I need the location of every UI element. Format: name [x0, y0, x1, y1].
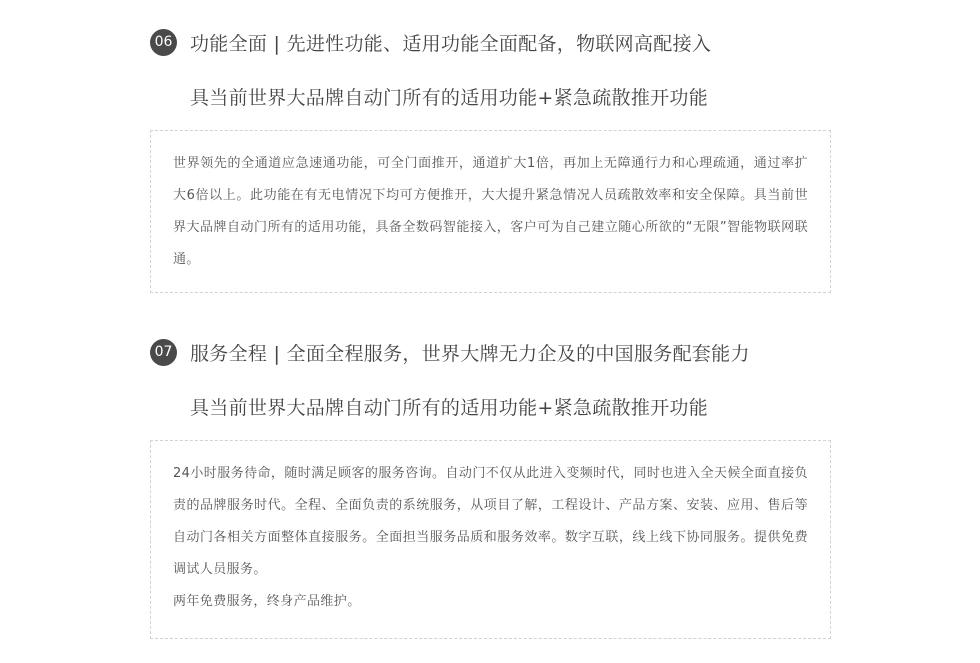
section-title: 功能全面 | 先进性功能、适用功能全面配备，物联网高配接入	[190, 32, 712, 55]
section-subtitle: 具当前世界大品牌自动门所有的适用功能+紧急疏散推开功能	[190, 397, 709, 419]
section-number-badge: 07	[150, 339, 177, 366]
section-heading	[150, 337, 750, 367]
section-heading	[150, 27, 711, 57]
description-paragraph: 世界领先的全通道应急速通功能，可全门面推开，通道扩大1倍，再加上无障通行力和心理疏通，通过率扩大6倍以上。此功能在有无电情况下均可方便推开，大大提升紧急情况人员疏散效率和安全保障。具当前世界大品牌自动门所有的适用功能，具备全数码智能接入，客户可为自己建立随心所欲的“无限”智能物联网联通。	[173, 156, 808, 267]
section-description-box	[150, 440, 831, 639]
section-subtitle: 具当前世界大品牌自动门所有的适用功能+紧急疏散推开功能	[190, 87, 709, 109]
section-number-badge: 06	[150, 29, 177, 56]
section-description-box	[150, 130, 831, 293]
section-title: 服务全程 | 全面全程服务，世界大牌无力企及的中国服务配套能力	[190, 342, 750, 365]
description-paragraph: 24小时服务待命，随时满足顾客的服务咨询。自动门不仅从此进入变频时代，同时也进入全天候全面直接负责的品牌服务时代。全程、全面负责的系统服务，从项目了解，工程设计、产品方案、安装、应用、售后等自动门各相关方面整体直接服务。全面担当服务品质和服务效率。数字互联，线上线下协同服务。提供免费调试人员服务。	[173, 466, 808, 577]
description-paragraph: 两年免费服务，终身产品维护。	[173, 594, 361, 609]
